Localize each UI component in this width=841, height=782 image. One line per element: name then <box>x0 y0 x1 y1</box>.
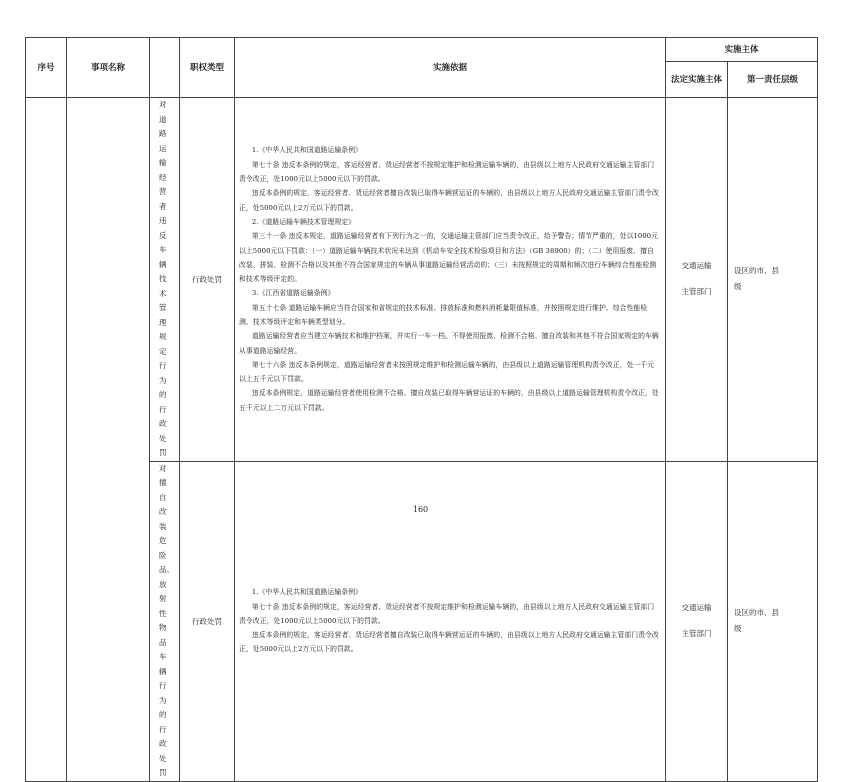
header-power-type: 职权类型 <box>180 38 235 98</box>
header-subject: 实施主体 <box>666 38 818 62</box>
basis-paragraph: 2.《道路运输车辆技术管理规定》 <box>251 217 356 226</box>
basis-paragraph: 3.《江西省道路运输条例》 <box>251 289 335 298</box>
basis-paragraph: 第三十一条 违反本规定，道路运输经营者有下列行为之一的，交通运输主管部门应当责令改正，给予警告；情节严重的，处以1000元以上5000元以下罚款：（一）道路运输车辆技术状况未达到《机动车安全技术检验项目和方法》（GB 38900）的；（二）使用报废、擅自改装、拼装、检测不合格以及其他不符合国家规定的车辆从事道路运输经营活动的；（三）未按照规定的周期和频次进行车辆综合性能检测和技术等级评定的。 <box>239 232 659 284</box>
legal-subject-cell <box>666 98 728 462</box>
power-type-cell: 行政处罚 <box>180 461 235 781</box>
header-legal-subject: 法定实施主体 <box>666 62 728 98</box>
basis-paragraph: 第七十条 违反本条例的规定，客运经营者、货运经营者不按规定维护和检测运输车辆的，由县级以上地方人民政府交通运输主管部门责令改正，处1000元以上5000元以下的罚款。 <box>239 160 655 184</box>
item-group-cell <box>67 98 150 782</box>
authority-table <box>25 37 818 782</box>
basis-cell <box>235 98 666 462</box>
first-responsible-cell <box>728 98 818 462</box>
header-empty <box>150 38 180 98</box>
header-seq: 序号 <box>26 38 67 98</box>
header-item-name: 事项名称 <box>67 38 150 98</box>
legal-subject-text: 交通运输主管部门 <box>681 603 712 638</box>
item-name-text: 对擅自改装危险品、放射性物品车辆行为的行政处罚 <box>159 463 174 777</box>
header-first-responsible: 第一责任层级 <box>728 62 818 98</box>
first-responsible-text: 设区的市、县级 <box>734 266 779 292</box>
page-number: 160 <box>412 505 429 514</box>
seq-cell <box>26 98 67 782</box>
power-type-cell: 行政处罚 <box>180 98 235 462</box>
basis-paragraph: 违反本条例规定，道路运输经营者使用检测不合格、擅自改装已取得车辆营运证的车辆的，由县级以上道路运输管理机构责令改正，处五千元以上二万元以下罚款。 <box>239 389 659 412</box>
legal-subject-text: 交通运输主管部门 <box>681 261 712 297</box>
first-responsible-text: 设区的市、县级 <box>734 608 779 633</box>
basis-paragraph: 1.《中华人民共和国道路运输条例》 <box>251 588 363 597</box>
basis-paragraph: 第七十条 违反本条例的规定，客运经营者、货运经营者不按规定维护和检测运输车辆的，由县级以上地方人民政府交通运输主管部门责令改正，处1000元以上5000元以下的罚款。 <box>239 602 655 625</box>
header-basis: 实施依据 <box>235 38 666 98</box>
basis-paragraph: 第七十六条 违反本条例规定，道路运输经营者未按照规定维护和检测运输车辆的，由县级以上道路运输管理机构责令改正，处一千元以上五千元以下罚款。 <box>239 360 655 384</box>
basis-paragraph: 道路运输经营者应当建立车辆技术和维护档案，并实行一车一档。不得使用报废、检测不合格、擅自改装和其他不符合国家规定的车辆从事道路运输经营。 <box>239 332 659 355</box>
basis-paragraph: 违反本条例的规定，客运经营者、货运经营者擅自改装已取得车辆营运证的车辆的，由县级以上地方人民政府交通运输主管部门责令改正，处5000元以上2万元以下的罚款。 <box>239 631 659 654</box>
item-name-cell <box>150 98 180 462</box>
basis-paragraph: 违反本条例的规定，客运经营者、货运经营者擅自改装已取得车辆营运证的车辆的，由县级以上地方人民政府交通运输主管部门责令改正，处5000元以上2万元以下的罚款。 <box>239 189 659 212</box>
table-row <box>26 98 818 462</box>
basis-paragraph: 1.《中华人民共和国道路运输条例》 <box>251 146 363 155</box>
basis-paragraph: 第五十七条 道路运输车辆应当符合国家和省规定的技术标准、排放标准和燃料消耗量限值标准，并按照规定进行维护、综合性能检测、技术等级评定和车辆类型划分。 <box>239 303 648 326</box>
item-name-text: 对道路运输经营者违反车辆技术管理规定行为的行政处罚 <box>159 100 167 457</box>
